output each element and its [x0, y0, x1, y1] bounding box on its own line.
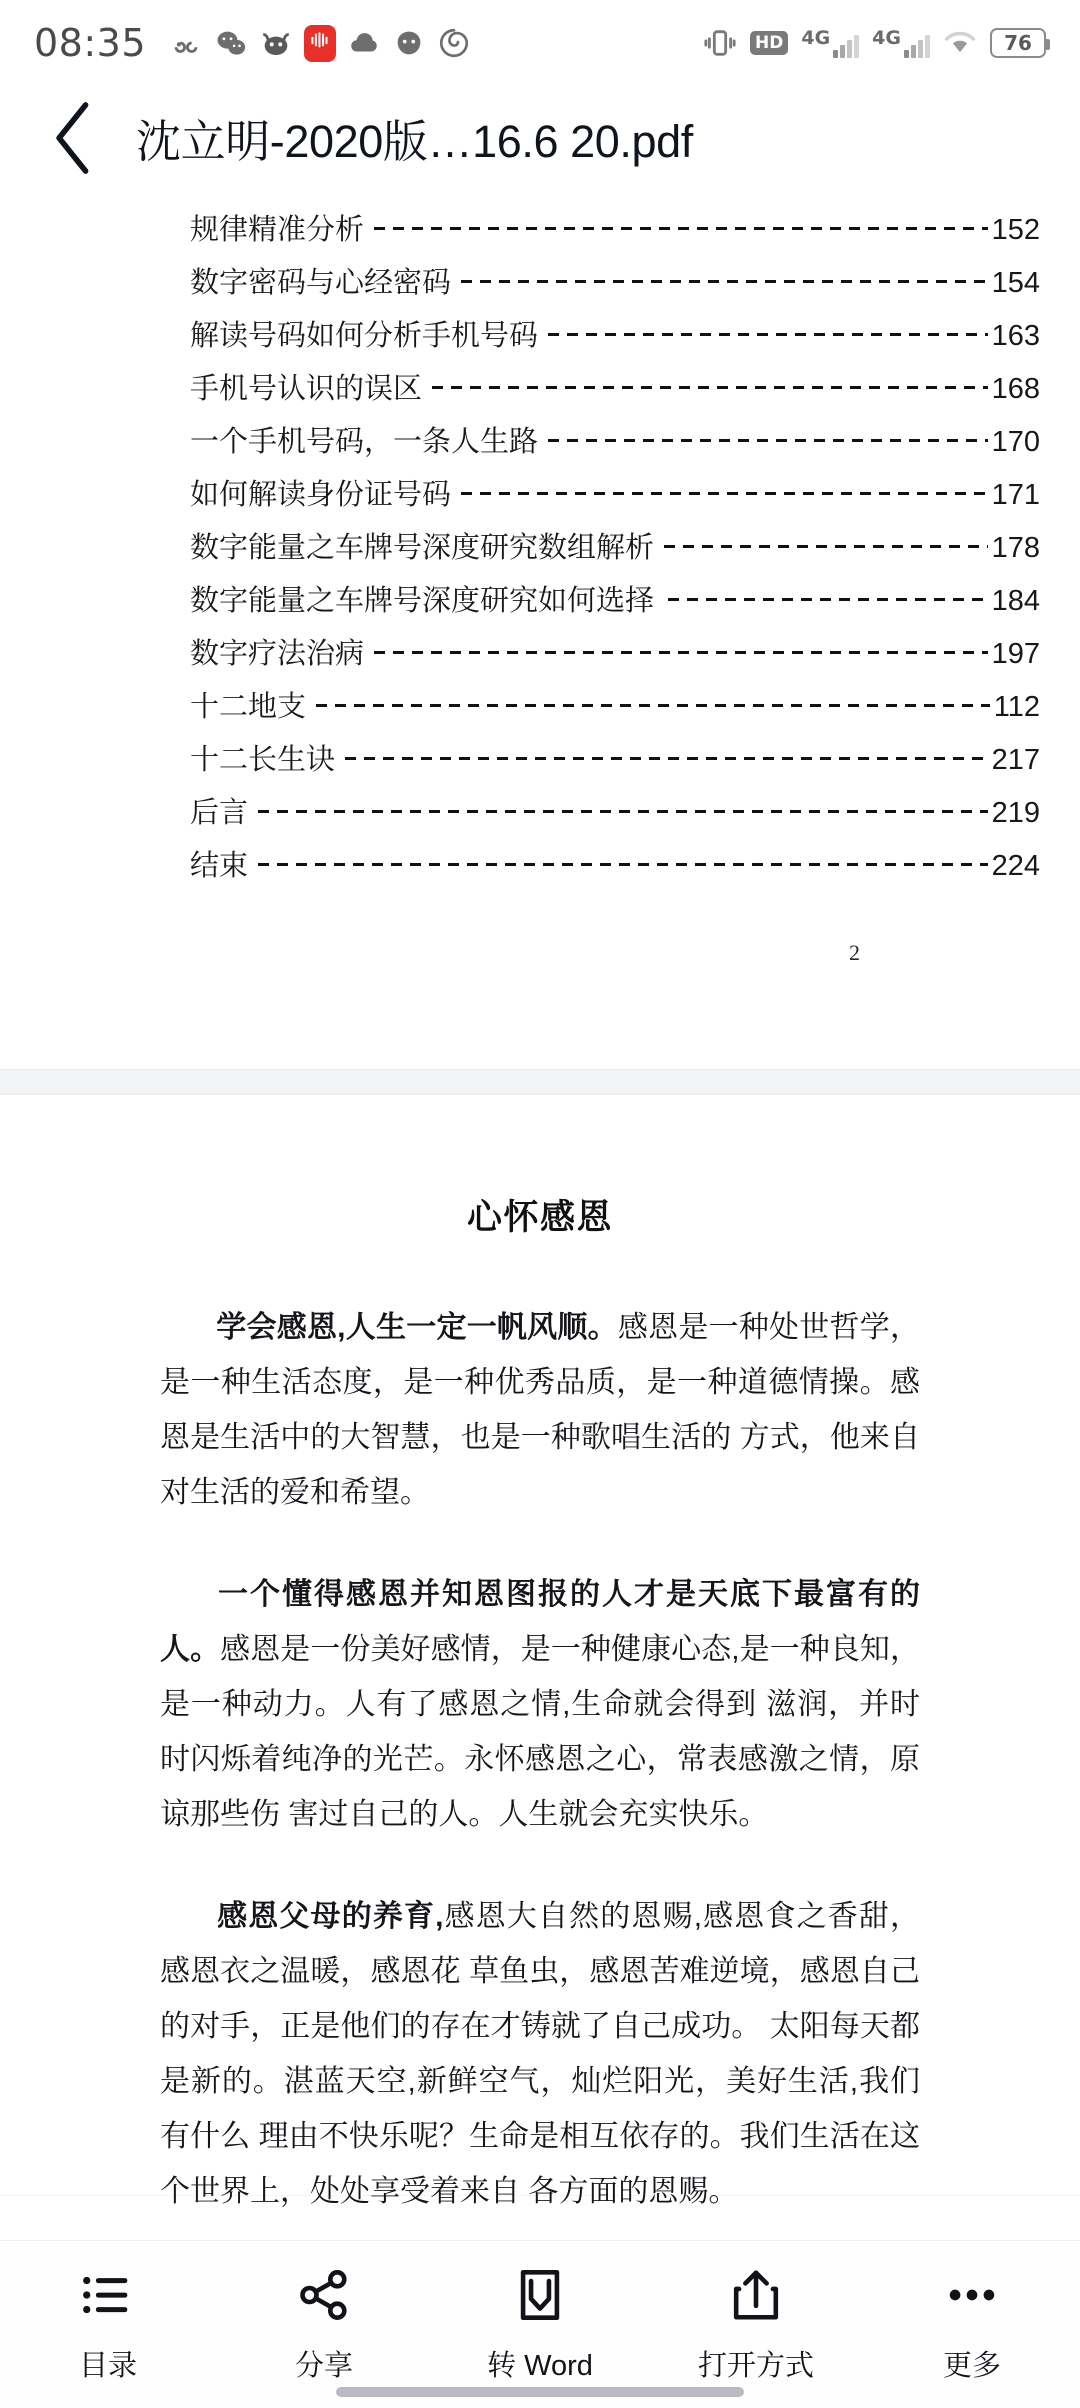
- toc-entry-page: 178: [991, 532, 1040, 564]
- toc-entry[interactable]: [0, 843, 1080, 896]
- article-paragraph: [160, 1889, 920, 2219]
- list-catalog-icon: [79, 2265, 137, 2325]
- status-bar-left: [34, 21, 471, 65]
- toc-entry-page: 152: [991, 214, 1040, 246]
- toc-entry[interactable]: [0, 737, 1080, 790]
- share-nodes-icon: [295, 2265, 353, 2325]
- pdf-page-toc: [0, 189, 1080, 1069]
- notification-icons: [169, 25, 471, 62]
- page-title: 沈立明-2020版…16.6 20.pdf: [136, 116, 693, 167]
- word-doc-icon: [511, 2265, 569, 2325]
- toc-entry-label: 后言: [190, 797, 249, 829]
- toc-leader-dots: [548, 333, 988, 336]
- smiley-icon: [392, 26, 426, 60]
- toc-entry-label: 数字能量之车牌号深度研究如何选择: [190, 585, 655, 617]
- pdf-viewport[interactable]: [0, 189, 1080, 2240]
- toc-leader-dots: [548, 439, 988, 442]
- toolbar-share-button[interactable]: [229, 2265, 419, 2384]
- cloud-icon: [347, 26, 381, 60]
- toolbar-more-button[interactable]: [877, 2265, 1067, 2384]
- toc-entry-label: 一个手机号码，一条人生路: [190, 426, 539, 458]
- paragraph-lead-bold: 一个懂得感恩并知恩图报的人才是天底下最富有的人。: [160, 1578, 920, 1666]
- netease-cloud-red-icon: [304, 25, 336, 62]
- toc-entry[interactable]: [0, 207, 1080, 260]
- toc-leader-dots: [668, 598, 988, 601]
- app-header: [0, 86, 1080, 189]
- toc-leader-dots: [258, 810, 988, 813]
- headphone-icon: [169, 26, 203, 60]
- status-bar: [0, 0, 1080, 86]
- toc-leader-dots: [461, 280, 988, 283]
- toc-leader-dots: [664, 545, 988, 548]
- home-indicator: [336, 2387, 744, 2397]
- spiral-icon: [437, 26, 471, 60]
- signal-4g-1-icon: 4G: [801, 29, 859, 58]
- toc-leader-dots: [316, 704, 990, 707]
- paragraph-text: 感恩是一份美好感情，是一种健康心态,是一种良知，是一种动力。人有了感恩之情,生命就会得到 滋润，并时时闪烁着纯净的光芒。永怀感恩之心，常表感激之情，原谅那些伤 害过自己的人。人生就会充实快乐。: [160, 1633, 920, 1831]
- toc-entry-label: 手机号认识的误区: [190, 373, 423, 405]
- toc-entry[interactable]: [0, 260, 1080, 313]
- toolbar-convert-word-button[interactable]: [445, 2265, 635, 2384]
- toc-leader-dots: [258, 863, 988, 866]
- back-button[interactable]: [26, 90, 122, 186]
- toc-entry-page: 168: [991, 373, 1040, 405]
- toc-entry[interactable]: [0, 684, 1080, 737]
- toc-entry[interactable]: [0, 366, 1080, 419]
- toolbar-open-with-button[interactable]: [661, 2265, 851, 2384]
- article-paragraph: [160, 1567, 920, 1842]
- toc-entry[interactable]: [0, 631, 1080, 684]
- chevron-left-icon: [49, 100, 99, 176]
- bottom-toolbar: [0, 2240, 1080, 2408]
- toc-list: [0, 189, 1080, 896]
- article-paragraph: [160, 1300, 920, 1520]
- toc-leader-dots: [374, 651, 988, 654]
- toc-leader-dots: [345, 757, 988, 760]
- article-title: 心怀感恩: [466, 1198, 613, 1237]
- toc-entry-label: 十二地支: [190, 691, 307, 723]
- vibrate-icon: [703, 26, 737, 60]
- toolbar-item-label: 更多: [942, 2350, 1001, 2382]
- toc-entry-page: 154: [991, 267, 1040, 299]
- toolbar-item-label: 目录: [78, 2350, 137, 2382]
- toolbar-item-label: 转 Word: [487, 2350, 593, 2382]
- toc-entry[interactable]: [0, 313, 1080, 366]
- toolbar-item-label: 打开方式: [697, 2350, 814, 2382]
- page-separator: [0, 1069, 1080, 1095]
- toc-entry-label: 数字能量之车牌号深度研究数组解析: [190, 532, 655, 564]
- toc-entry-label: 解读号码如何分析手机号码: [190, 320, 539, 352]
- toc-entry-label: 数字疗法治病: [190, 638, 365, 670]
- status-time: 08:35: [34, 21, 147, 65]
- battery-indicator: 76: [990, 28, 1046, 58]
- pdf-page-number: 2: [849, 940, 860, 965]
- toc-leader-dots: [461, 492, 988, 495]
- toc-entry-label: 十二长生诀: [190, 744, 336, 776]
- toc-entry-label: 规律精准分析: [190, 214, 365, 246]
- toc-entry-label: 结束: [190, 850, 249, 882]
- hd-icon: HD: [750, 31, 788, 55]
- toc-leader-dots: [432, 386, 988, 389]
- wechat-icon: [214, 26, 248, 60]
- toolbar-item-label: 分享: [294, 2350, 353, 2382]
- signal-4g-2-icon: 4G: [872, 29, 930, 58]
- toc-entry[interactable]: [0, 578, 1080, 631]
- paragraph-lead-bold: 学会感恩,人生一定一帆风顺。: [216, 1311, 618, 1344]
- toc-entry-page: 217: [991, 744, 1040, 776]
- upload-open-icon: [727, 2265, 785, 2325]
- wifi-icon: [943, 26, 977, 60]
- paragraph-text: 感恩是一种处世哲学，是一种生活态度，是一种优秀品质，是一种道德情操。感恩是生活中的大智慧，也是一种歌唱生活的 方式，他来自对生活的爱和希望。: [160, 1311, 920, 1509]
- toolbar-catalog-button[interactable]: [13, 2265, 203, 2384]
- pdf-page-article: [0, 1095, 1080, 2208]
- toc-entry-page: 163: [991, 320, 1040, 352]
- toc-entry-label: 如何解读身份证号码: [190, 479, 452, 511]
- toc-entry[interactable]: [0, 525, 1080, 578]
- toc-entry[interactable]: [0, 419, 1080, 472]
- toc-entry-page: 197: [991, 638, 1040, 670]
- toc-entry-page: 170: [991, 426, 1040, 458]
- toc-entry-page: 171: [991, 479, 1040, 511]
- app-dark-icon: [259, 26, 293, 60]
- status-bar-right: [703, 26, 1046, 60]
- paragraph-text: 感恩大自然的恩赐,感恩食之香甜，感恩衣之温暖，感恩花 草鱼虫，感恩苦难逆境，感恩自己的对手，正是他们的存在才铸就了自己成功。 太阳每天都是新的。湛蓝天空,新鲜空气，灿烂阳光，美好生活,我们有什么 理由不快乐呢？生命是相互依存的。我们生活在这个世界上，处处享受着来自 各方面的恩赐。: [160, 1900, 920, 2208]
- toc-entry[interactable]: [0, 472, 1080, 525]
- toc-leader-dots: [374, 227, 988, 230]
- toc-entry-label: 数字密码与心经密码: [190, 267, 452, 299]
- toc-entry-page: 219: [991, 797, 1040, 829]
- paragraph-lead-bold: 感恩父母的养育,: [216, 1900, 444, 1933]
- toc-entry-page: 112: [993, 691, 1040, 723]
- toc-entry-page: 224: [991, 850, 1040, 882]
- toc-entry[interactable]: [0, 790, 1080, 843]
- toc-entry-page: 184: [991, 585, 1040, 617]
- more-dots-icon: [943, 2265, 1001, 2325]
